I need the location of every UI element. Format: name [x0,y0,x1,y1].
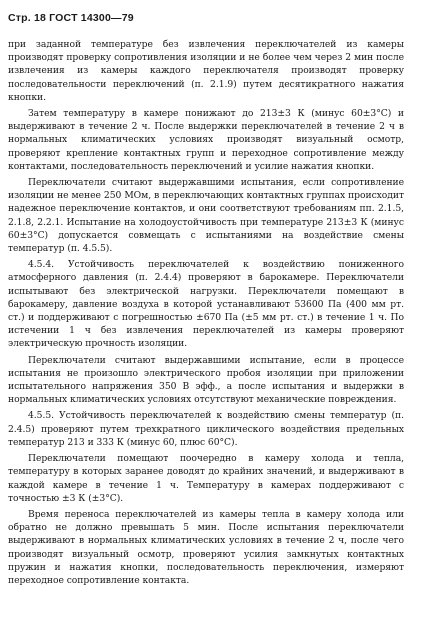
paragraph: при заданной температуре без извлечения переключателей из камеры производят проверку сопротивления изоляции и не более чем через 2 мин после извлечения из камеры каждого переключателя производят проверку последовательности переключений (п. 2.1.9) путем десятикратного нажатия кнопки. [8,39,404,103]
document-body [8,38,404,587]
paragraph: Время переноса переключателей из камеры тепла в камеру холода или обратно не должно превышать 5 мин. После испытания переключатели выдерживают в нормальных климатических условиях в течение 2 ч, после чего производят визуальный осмотр, проверяют усилия замкнутых контактных пружин и нажатия кнопки, последовательность переключения, измеряют переходное сопротивление контакта. [8,508,404,586]
paragraph: Переключатели считают выдержавшими испытания, если сопротивление изоляции не менее 250 МОм, в переключающих контактных группах происходит надежное переключение контактов, и они соответствуют требованиям пп. 2.1.5, 2.1.8, 2.2.1. Испытание на холодоустойчивость при температуре 213±3 К (минус 60±3°С) допускается совмещать с испытаниями на воздействие смены температур (п. 4.5.5). [8,177,404,255]
paragraph: Затем температуру в камере понижают до 213±3 К (минус 60±3°С) и выдерживают в течение 2 ч. После выдержки переключателей в течение 2 ч в нормальных климатических условиях производят визуальный осмотр, проверяют крепление контактных групп и переходное сопротивление между контактами, последовательность переключений и усилие нажатия кнопки. [8,108,404,172]
paragraph: Переключатели считают выдержавшими испытание, если в процессе испытания не произошло электрического пробоя изоляции при приложении испытательного напряжения 350 В эфф., а после испытания и выдержки в нормальных климатических условиях отсутствуют механические повреждения. [8,354,404,406]
paragraph: 4.5.4. Устойчивость переключателей к воздействию пониженного атмосферного давления (п. 2.4.4) проверяют в барокамере. Переключатели испытывают без электрической нагрузки. Переключатели помещают в барокамеру, давление воздуха в которой устанавливают 53600 Па (400 мм рт. ст.) и поддерживают с погрешностью ±670 Па (±5 мм рт. ст.) в течение 1 ч. По истечении 1 ч без извлечения переключателей из камеры проверяют электрическую прочность изоляции. [8,259,404,350]
page-header: Стр. 18 ГОСТ 14300—79 [8,12,134,24]
paragraph: 4.5.5. Устойчивость переключателей к воздействию смены температур (п. 2.4.5) проверяют путем трехкратного циклического воздействия предельных температур 213 и 333 К (минус 60, плюс 60°С). [8,410,404,448]
document-page [8,12,404,590]
paragraph: Переключатели помещают поочередно в камеру холода и тепла, температуру в которых заранее доводят до крайних значений, и выдерживают в каждой камере в течение 1 ч. Температуру в камерах поддерживают с точностью ±3 К (±3°С). [8,453,404,504]
